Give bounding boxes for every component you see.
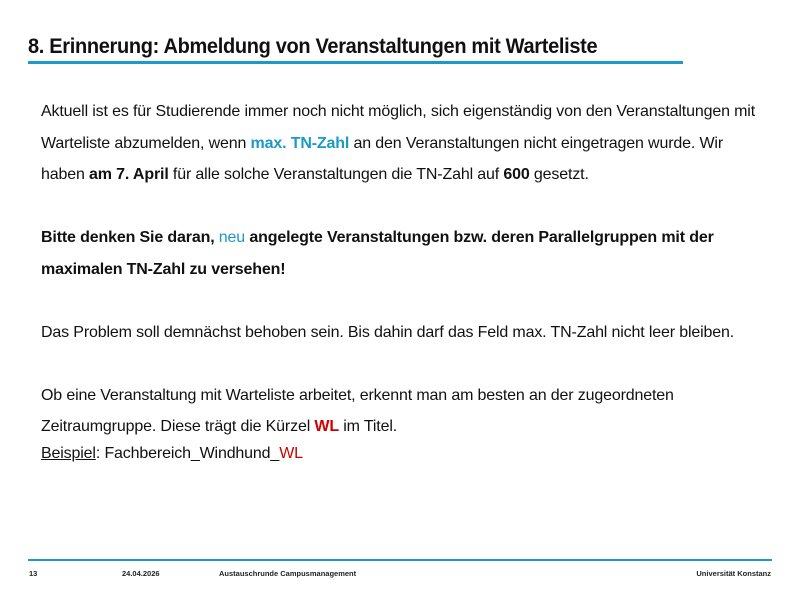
footer-organization: Universität Konstanz — [696, 569, 771, 578]
example-line — [41, 441, 761, 467]
title-underline-divider — [28, 61, 683, 64]
paragraph-spacer — [41, 191, 761, 223]
slide-body — [41, 96, 761, 467]
text-segment: Aktuell ist es für Studierende immer noch nicht möglich, sich eigenständig von den Veranstaltungen mit Warteliste abzumelden, wenn — [41, 103, 755, 152]
highlight-number: 600 — [503, 166, 530, 183]
example-label: Beispiel — [41, 444, 96, 462]
text-segment: angelegte Veranstaltungen bzw. deren Parallelgruppen mit der maximalen TN-Zahl zu versehen! — [41, 229, 714, 278]
paragraph-spacer — [41, 348, 761, 380]
paragraph-fix-status: Das Problem soll demnächst behoben sein. Bis dahin darf das Feld max. TN-Zahl nicht leer bleiben. — [41, 323, 735, 341]
example-value-suffix: WL — [279, 444, 303, 462]
slide-title: 8. Erinnerung: Abmeldung von Veranstaltungen mit Warteliste — [28, 34, 598, 58]
paragraph-spacer — [41, 285, 761, 317]
paragraph-current-issue — [41, 96, 761, 191]
footer-page-number: 13 — [29, 569, 38, 578]
paragraph-reminder — [41, 222, 761, 285]
paragraph-waitlist-identification — [41, 380, 761, 443]
highlight-wl: WL — [314, 418, 339, 435]
footer-event-name: Austauschrunde Campusmanagement — [219, 569, 357, 578]
highlight-date: am 7. April — [89, 166, 169, 183]
text-segment: gesetzt. — [529, 166, 589, 183]
text-segment: : — [95, 444, 105, 462]
text-segment: Bitte denken Sie daran, — [41, 229, 219, 246]
example-value: Fachbereich_Windhund_ — [104, 444, 280, 462]
footer-divider — [28, 559, 772, 561]
text-segment: für alle solche Veranstaltungen die TN-Zahl auf — [168, 166, 504, 183]
footer-date: 24.04.2026 — [122, 569, 160, 578]
highlight-max-tn-zahl: max. TN-Zahl — [250, 134, 350, 152]
highlight-neu: neu — [218, 229, 246, 246]
text-segment: Ob eine Veranstaltung mit Warteliste arbeitet, erkennt man am besten an der zugeordneten Zeitraumgruppe. Diese trägt die Kürzel — [41, 386, 674, 435]
text-segment: an den Veranstaltungen nicht eingetragen wurde. Wir haben — [41, 134, 723, 183]
text-segment: im Titel. — [338, 418, 398, 435]
